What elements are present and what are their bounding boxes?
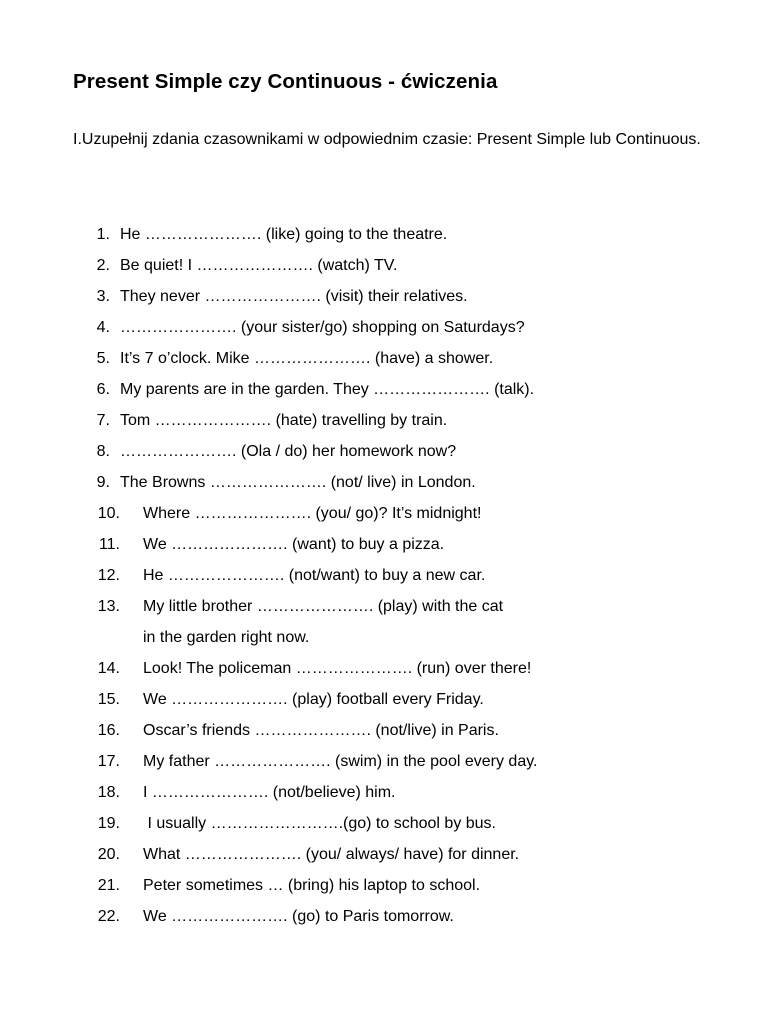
exercise-list (0, 225, 768, 938)
exercise-item (0, 380, 768, 411)
exercise-item (0, 783, 768, 814)
exercise-number: 4. (96, 319, 110, 336)
exercise-number: 21. (97, 877, 120, 894)
exercise-sentence: We …………………. (play) football every Friday. (143, 691, 484, 708)
exercise-item (0, 845, 768, 876)
exercise-number: 22. (97, 908, 120, 925)
exercise-item (0, 473, 768, 504)
exercise-number: 1. (96, 226, 110, 243)
exercise-item (0, 566, 768, 597)
page-title: Present Simple czy Continuous - ćwiczenia (73, 70, 498, 93)
exercise-item (0, 876, 768, 907)
exercise-sentence: …………………. (your sister/go) shopping on Saturdays? (120, 319, 525, 336)
exercise-sentence: Look! The policeman …………………. (run) over there! (143, 660, 532, 677)
exercise-number: 10. (97, 505, 120, 522)
exercise-item (0, 752, 768, 783)
exercise-sentence: We …………………. (go) to Paris tomorrow. (143, 908, 454, 925)
exercise-sentence: They never …………………. (visit) their relatives. (120, 288, 468, 305)
exercise-number: 18. (97, 784, 120, 801)
exercise-item (0, 504, 768, 535)
exercise-number: 16. (97, 722, 120, 739)
exercise-item (0, 318, 768, 349)
exercise-number: 12. (97, 567, 120, 584)
exercise-sentence: I …………………. (not/believe) him. (143, 784, 396, 801)
exercise-sentence: What …………………. (you/ always/ have) for dinner. (143, 846, 520, 863)
exercise-sentence: We …………………. (want) to buy a pizza. (143, 536, 445, 553)
exercise-sentence: Tom …………………. (hate) travelling by train. (120, 412, 448, 429)
exercise-sentence-continuation: in the garden right now. (143, 629, 310, 646)
exercise-sentence: Oscar’s friends …………………. (not/live) in Paris. (143, 722, 499, 739)
exercise-item (0, 814, 768, 845)
exercise-item (0, 659, 768, 690)
exercise-item (0, 287, 768, 318)
exercise-number: 3. (96, 288, 110, 305)
exercise-sentence: He …………………. (like) going to the theatre. (120, 226, 448, 243)
exercise-number: 13. (97, 598, 120, 615)
exercise-number: 6. (96, 381, 110, 398)
exercise-sentence: He …………………. (not/want) to buy a new car. (143, 567, 486, 584)
exercise-item (0, 411, 768, 442)
exercise-number: 8. (96, 443, 110, 460)
exercise-item (0, 349, 768, 380)
exercise-item (0, 225, 768, 256)
exercise-sentence: I usually …………………….(go) to school by bus. (143, 815, 496, 832)
exercise-item (0, 535, 768, 566)
exercise-number: 20. (97, 846, 120, 863)
exercise-item (0, 907, 768, 938)
exercise-sentence: The Browns …………………. (not/ live) in London. (120, 474, 476, 491)
exercise-number: 11. (98, 536, 120, 553)
exercise-item (0, 597, 768, 659)
exercise-item (0, 721, 768, 752)
exercise-sentence: Peter sometimes … (bring) his laptop to school. (143, 877, 481, 894)
exercise-sentence: My parents are in the garden. They …………………. (talk). (120, 381, 535, 398)
exercise-sentence: …………………. (Ola / do) her homework now? (120, 443, 457, 460)
exercise-number: 17. (97, 753, 120, 770)
exercise-number: 15. (97, 691, 120, 708)
exercise-sentence: Be quiet! I …………………. (watch) TV. (120, 257, 398, 274)
exercise-sentence: It’s 7 o’clock. Mike …………………. (have) a shower. (120, 350, 494, 367)
exercise-sentence: My father …………………. (swim) in the pool every day. (143, 753, 538, 770)
exercise-number: 7. (96, 412, 110, 429)
exercise-sentence: My little brother …………………. (play) with the cat (143, 598, 504, 615)
exercise-item (0, 690, 768, 721)
exercise-item (0, 442, 768, 473)
exercise-instructions: I.Uzupełnij zdania czasownikami w odpowiednim czasie: Present Simple lub Continuous. (73, 131, 701, 148)
exercise-number: 14. (97, 660, 120, 677)
exercise-number: 2. (96, 257, 110, 274)
exercise-item (0, 256, 768, 287)
exercise-sentence: Where …………………. (you/ go)? It’s midnight! (143, 505, 482, 522)
exercise-number: 5. (96, 350, 110, 367)
exercise-number: 9. (96, 474, 110, 491)
exercise-number: 19. (97, 815, 120, 832)
